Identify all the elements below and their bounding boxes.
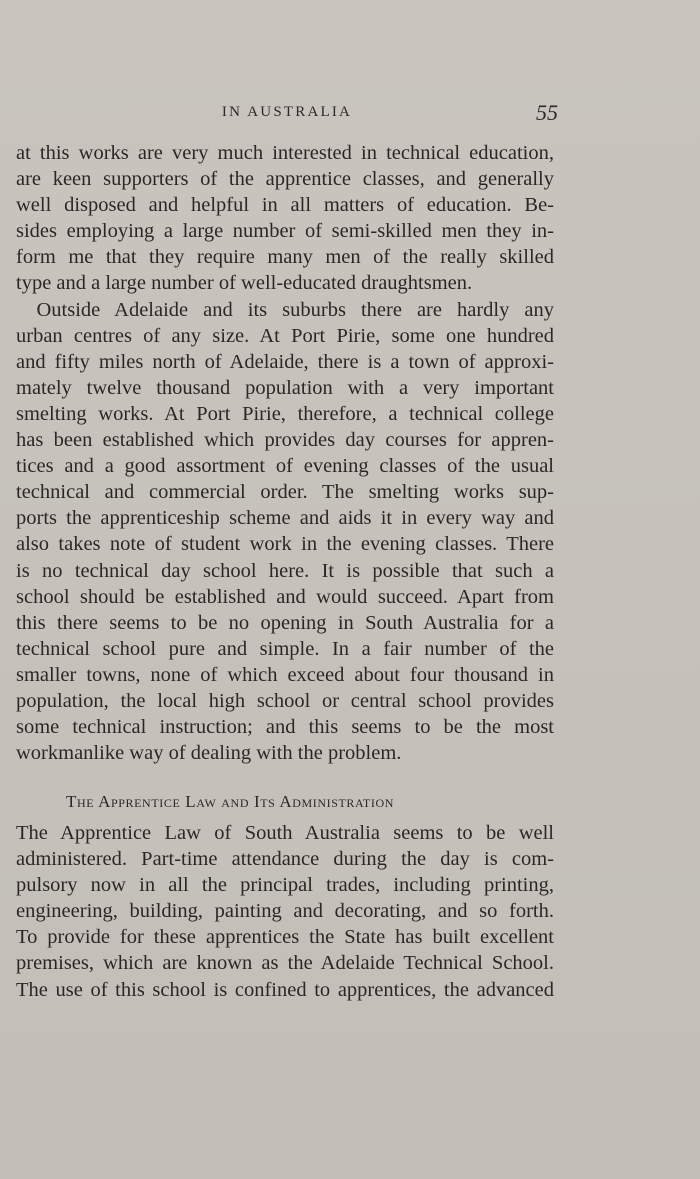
text-line: sides employing a large number of semi-skilled men they in- — [16, 220, 554, 243]
section-heading: The Apprentice Law and Its Administration — [66, 792, 394, 811]
text-line: type and a large number of well-educated draughtsmen. — [16, 272, 473, 295]
text-line: smaller towns, none of which exceed about four thousand in — [16, 663, 554, 686]
text-line: technical school pure and simple. In a fair number of the — [16, 637, 554, 660]
text-line: school should be established and would succeed. Apart from — [16, 585, 554, 608]
running-title: IN AUSTRALIA — [221, 104, 353, 120]
text-line: some technical instruction; and this seems to be the most — [16, 716, 554, 739]
text-line: engineering, building, painting and decorating, and so forth. — [16, 900, 554, 923]
body-text — [16, 140, 554, 766]
text-line: technical and commercial order. The smelting works sup- — [16, 481, 554, 504]
text-line: Outside Adelaide and its suburbs there are hardly any — [16, 298, 554, 321]
text-line: is no technical day school here. It is possible that such a — [16, 559, 554, 582]
text-line: premises, which are known as the Adelaide Technical School. — [16, 952, 554, 975]
text-line: mately twelve thousand population with a very important — [16, 376, 554, 399]
text-line: To provide for these apprentices the State has built excellent — [16, 926, 554, 949]
running-head — [16, 102, 558, 126]
text-line: workmanlike way of dealing with the problem. — [16, 742, 402, 765]
text-line: has been established which provides day courses for appren- — [16, 429, 554, 452]
text-line: ports the apprenticeship scheme and aids it in every way and — [16, 507, 554, 530]
text-line: form me that they require many men of the really skilled — [16, 246, 554, 269]
text-line: smelting works. At Port Pirie, therefore, a technical college — [16, 402, 554, 425]
section-body-text — [16, 820, 554, 1003]
text-line: population, the local high school or central school provides — [16, 689, 554, 712]
text-line: also takes note of student work in the evening classes. There — [16, 533, 554, 556]
text-line: The Apprentice Law of South Australia seems to be well — [16, 822, 554, 844]
page-number: 55 — [536, 100, 558, 125]
text-line: this there seems to be no opening in South Australia for a — [16, 611, 554, 634]
text-line: urban centres of any size. At Port Pirie, some one hundred — [16, 324, 554, 347]
text-line: pulsory now in all the principal trades, including printing, — [16, 874, 554, 897]
text-line: well disposed and helpful in all matters of education. Be- — [16, 194, 554, 217]
text-line: The use of this school is confined to apprentices, the advanced — [16, 978, 554, 1001]
text-line: administered. Part-time attendance during the day is com- — [16, 848, 554, 871]
text-line: are keen supporters of the apprentice classes, and generally — [16, 168, 554, 191]
text-line: tices and a good assortment of evening classes of the usual — [16, 455, 554, 478]
text-line: at this works are very much interested in technical education, — [16, 142, 554, 164]
text-line: and fifty miles north of Adelaide, there is a town of approxi- — [16, 350, 554, 373]
